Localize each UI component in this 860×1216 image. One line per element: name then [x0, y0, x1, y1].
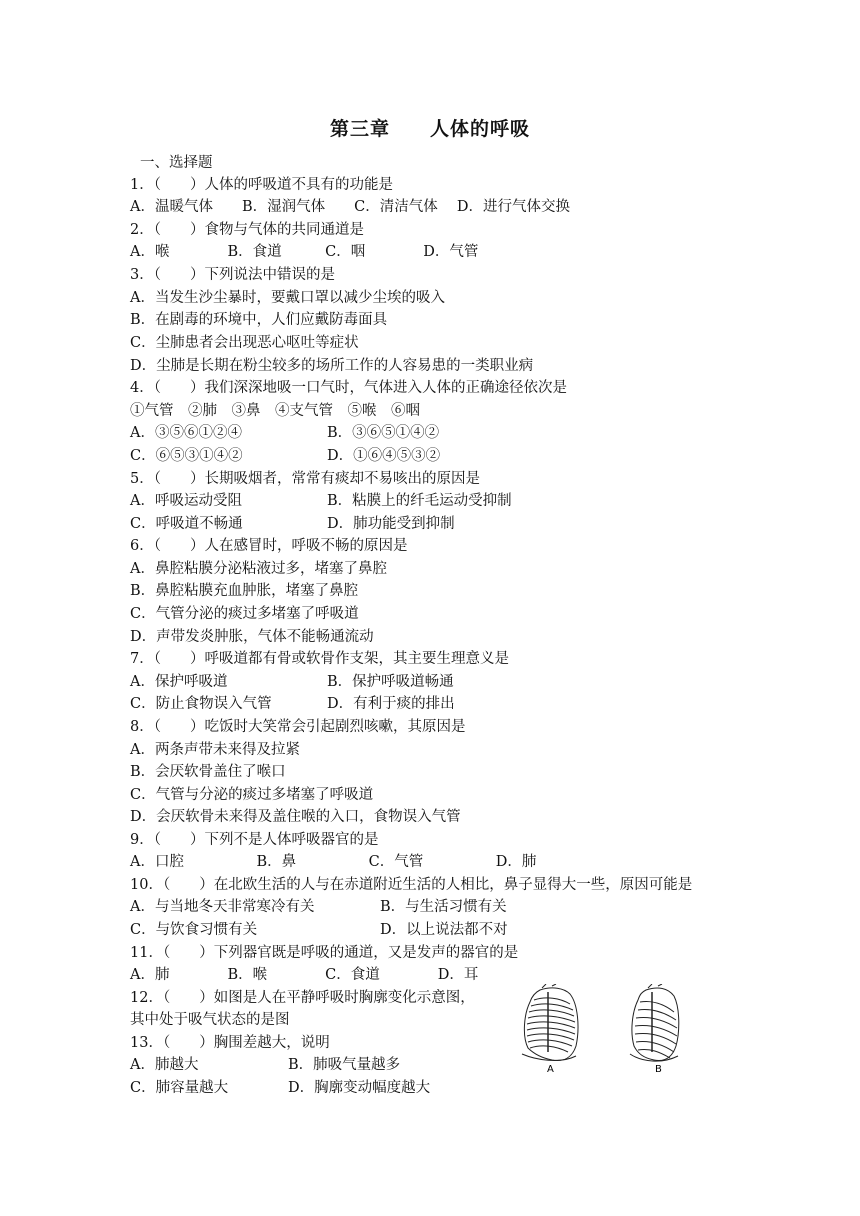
- section-heading: 一、选择题: [140, 155, 213, 171]
- question-10-stem: 10．（ ）在北欧生活的人与在赤道附近生活的人相比，鼻子显得大一些，原因可能是: [130, 877, 693, 893]
- question-3-option-b: B．在剧毒的环境中，人们应戴防毒面具: [130, 312, 388, 328]
- question-4-option-b: B．③⑥⑤①④②: [327, 425, 440, 441]
- question-7-option-d: D．有利于痰的排出: [327, 696, 455, 712]
- question-6-option-b: B．鼻腔粘膜充血肿胀，堵塞了鼻腔: [130, 583, 359, 599]
- question-3-option-a: A．当发生沙尘暴时，要戴口罩以减少尘埃的吸入: [130, 290, 445, 306]
- question-12-stem: 12．（ ）如图是人在平静呼吸时胸廓变化示意图，: [130, 990, 475, 1006]
- question-4-option-d: D．①⑥④⑤③②: [327, 448, 441, 464]
- question-10-option-a: A．与当地冬天非常寒冷有关: [130, 899, 315, 915]
- question-8-option-c: C．气管与分泌的痰过多堵塞了呼吸道: [130, 787, 374, 803]
- question-5-option-b: B．粘膜上的纤毛运动受抑制: [327, 493, 512, 509]
- question-3-option-c: C．尘肺患者会出现恶心呕吐等症状: [130, 335, 359, 351]
- question-7-option-b: B．保护呼吸道畅通: [327, 674, 454, 690]
- question-13-option-b: B．肺吸气量越多: [288, 1057, 401, 1073]
- thorax-figure-a: [522, 984, 578, 1060]
- question-8-option-b: B．会厌软骨盖住了喉口: [130, 764, 286, 780]
- question-11-stem: 11．（ ）下列器官既是呼吸的通道，又是发声的器官的是: [130, 945, 519, 961]
- question-9-options: A．口腔 B．鼻 C．气管 D．肺: [130, 854, 537, 870]
- question-10-option-b: B．与生活习惯有关: [380, 899, 507, 915]
- question-13-option-c: C．肺容量越大: [130, 1080, 229, 1096]
- question-5-option-a: A．呼吸运动受阻: [130, 493, 242, 509]
- question-4-option-c: C．⑥⑤③①④②: [130, 448, 243, 464]
- question-3-option-d: D．尘肺是长期在粉尘较多的场所工作的人容易患的一类职业病: [130, 358, 534, 374]
- question-9-stem: 9．（ ）下列不是人体呼吸器官的是: [130, 832, 379, 848]
- question-4-items: ①气管 ②肺 ③鼻 ④支气管 ⑤喉 ⑥咽: [130, 403, 420, 419]
- question-1-stem: 1．（ ）人体的呼吸道不具有的功能是: [130, 177, 393, 193]
- question-6-stem: 6．（ ）人在感冒时，呼吸不畅的原因是: [130, 538, 408, 554]
- question-4-stem: 4．（ ）我们深深地吸一口气时，气体进入人体的正确途径依次是: [130, 380, 567, 396]
- question-6-option-a: A．鼻腔粘膜分泌粘液过多，堵塞了鼻腔: [130, 561, 387, 577]
- thorax-figure-b: [630, 984, 679, 1061]
- question-5-option-c: C．呼吸道不畅通: [130, 516, 243, 532]
- question-5-option-d: D．肺功能受到抑制: [327, 516, 455, 532]
- question-7-option-a: A．保护呼吸道: [130, 674, 228, 690]
- thorax-diagram: [512, 984, 702, 1076]
- question-8-stem: 8．（ ）吃饭时大笑常会引起剧烈咳嗽，其原因是: [130, 719, 466, 735]
- question-10-option-c: C．与饮食习惯有关: [130, 922, 258, 938]
- question-10-option-d: D．以上说法都不对: [380, 922, 508, 938]
- question-2-stem: 2．（ ）食物与气体的共同通道是: [130, 222, 364, 238]
- question-5-stem: 5．（ ）长期吸烟者，常常有痰却不易咳出的原因是: [130, 471, 480, 487]
- question-4-option-a: A．③⑤⑥①②④: [130, 425, 242, 441]
- question-13-stem: 13．（ ）胸围差越大，说明: [130, 1035, 330, 1051]
- question-8-option-a: A．两条声带未来得及拉紧: [130, 742, 300, 758]
- figure-label-a: A: [547, 1064, 554, 1075]
- question-12-stem-continued: 其中处于吸气状态的是图: [130, 1012, 290, 1028]
- question-13-option-a: A．肺越大: [130, 1057, 199, 1073]
- question-13-option-d: D．胸廓变动幅度越大: [288, 1080, 431, 1096]
- question-1-options: A．温暖气体 B．湿润气体 C．清洁气体 D．进行气体交换: [130, 199, 570, 215]
- question-11-options: A．肺 B．喉 C．食道 D．耳: [130, 967, 479, 983]
- figure-label-b: B: [655, 1064, 662, 1075]
- question-8-option-d: D．会厌软骨未来得及盖住喉的入口，食物误入气管: [130, 809, 461, 825]
- question-6-option-d: D．声带发炎肿胀，气体不能畅通流动: [130, 629, 374, 645]
- question-3-stem: 3．（ ）下列说法中错误的是: [130, 267, 335, 283]
- question-6-option-c: C．气管分泌的痰过多堵塞了呼吸道: [130, 606, 359, 622]
- question-7-stem: 7．（ ）呼吸道都有骨或软骨作支架，其主要生理意义是: [130, 651, 509, 667]
- question-2-options: A．喉 B．食道 C．咽 D．气管: [130, 244, 479, 260]
- question-7-option-c: C．防止食物误入气管: [130, 696, 272, 712]
- page-title: 第三章 人体的呼吸: [329, 118, 530, 140]
